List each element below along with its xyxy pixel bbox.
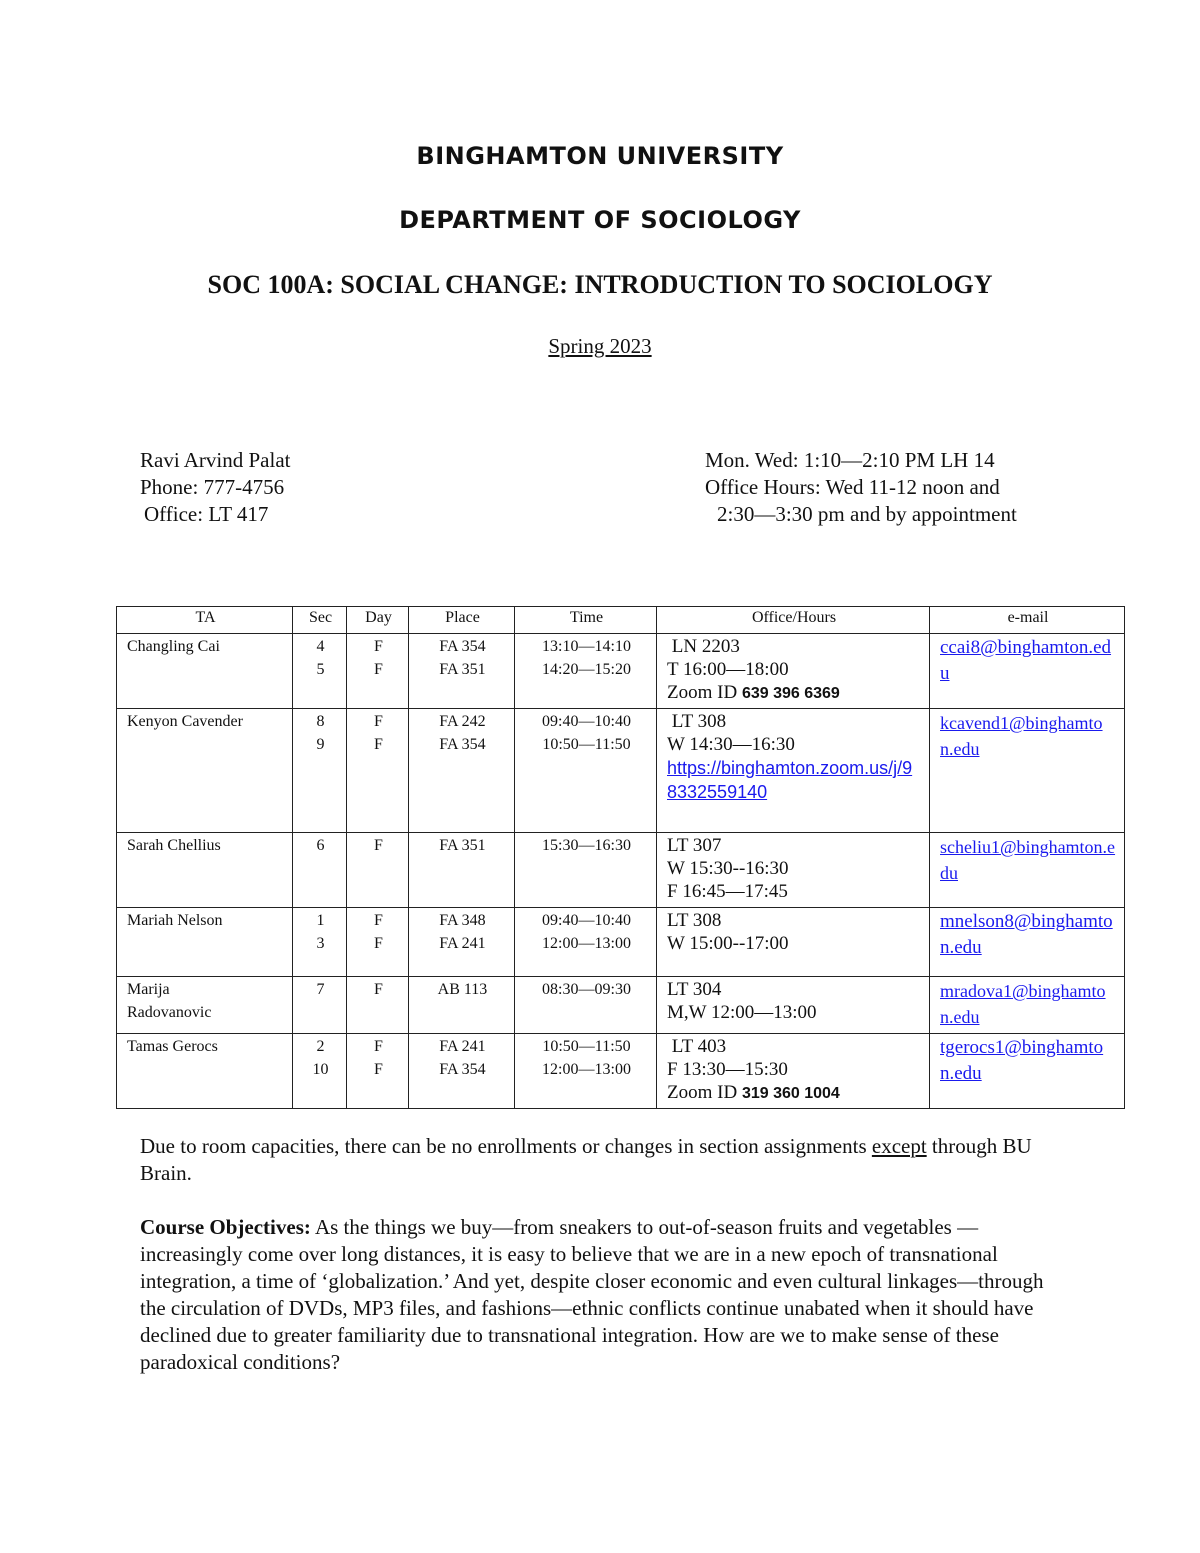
place-cell — [409, 1034, 515, 1109]
section-cell — [293, 977, 347, 1034]
time-cell — [515, 908, 657, 977]
day-value: F — [374, 1038, 383, 1055]
section-value: 10 — [312, 1061, 329, 1078]
section-value: 6 — [316, 837, 325, 854]
place-value: FA 351 — [439, 661, 486, 678]
place-value: FA 351 — [439, 837, 486, 854]
time-cell — [515, 709, 657, 833]
enrollment-note-emphasis: except — [871, 1134, 927, 1158]
day-cell — [347, 1034, 409, 1109]
place-cell — [409, 977, 515, 1034]
office-hours-cell — [657, 1034, 930, 1109]
office-hours: W 15:00--17:00 — [667, 933, 789, 954]
instructor-phone: Phone: 777-4756 — [140, 475, 285, 499]
university-title: BINGHAMTON UNIVERSITY — [416, 142, 784, 170]
schedule-info — [705, 447, 1017, 528]
enrollment-note-text: Due to room capacities, there can be no enrollments or changes in section assignments — [140, 1134, 872, 1158]
day-cell — [347, 634, 409, 709]
section-value: 9 — [316, 736, 325, 753]
email-cell — [930, 908, 1125, 977]
email-link[interactable]: ccai8@binghamton.edu — [940, 637, 1112, 684]
office-location: LT 403 — [667, 1036, 727, 1057]
place-value: AB 113 — [437, 981, 488, 998]
office-hours: T 16:00—18:00 — [667, 659, 789, 680]
email-cell — [930, 833, 1125, 908]
table-row — [117, 908, 1125, 977]
time-value: 10:50—11:50 — [542, 736, 631, 753]
office-hours: M,W 12:00—13:00 — [667, 1002, 817, 1023]
section-cell — [293, 908, 347, 977]
day-value: F — [374, 661, 383, 678]
office-hours-line-2: 2:30—3:30 pm and by appointment — [717, 502, 1017, 526]
ta-name: Marija Radovanovic — [117, 977, 293, 1034]
time-cell — [515, 1034, 657, 1109]
ta-name: Tamas Gerocs — [117, 1034, 293, 1109]
place-value: FA 348 — [439, 912, 486, 929]
table-row — [117, 709, 1125, 833]
office-hours: W 14:30—16:30 — [667, 734, 795, 755]
office-hours: F 13:30—15:30 — [667, 1059, 788, 1080]
time-value: 13:10—14:10 — [542, 638, 631, 655]
table-row — [117, 833, 1125, 908]
email-cell — [930, 977, 1125, 1034]
time-value: 09:40—10:40 — [542, 912, 631, 929]
class-time: Mon. Wed: 1:10—2:10 PM LH 14 — [705, 448, 995, 472]
office-hours-cell — [657, 709, 930, 833]
day-cell — [347, 977, 409, 1034]
enrollment-note — [140, 1133, 1060, 1187]
office-hours-cell — [657, 634, 930, 709]
office-location: LT 308 — [667, 711, 727, 732]
office-location: LT 304 — [667, 979, 722, 1000]
enrollment-note-text-end: through BU Brain. — [140, 1134, 1032, 1185]
email-cell — [930, 709, 1125, 833]
place-value: FA 354 — [439, 736, 486, 753]
ta-name: Changling Cai — [117, 634, 293, 709]
header-day: Day — [347, 607, 409, 634]
place-value: FA 354 — [439, 1061, 486, 1078]
office-location: LT 308 — [667, 910, 722, 931]
header-ta: TA — [117, 607, 293, 634]
office-hours-cell — [657, 908, 930, 977]
time-value: 15:30—16:30 — [542, 837, 631, 854]
instructor-info — [140, 447, 291, 528]
email-link[interactable]: scheliu1@binghamton.edu — [940, 837, 1116, 883]
place-value: FA 242 — [439, 713, 486, 730]
day-value: F — [374, 638, 383, 655]
office-location: LT 307 — [667, 835, 722, 856]
time-value: 08:30—09:30 — [542, 981, 631, 998]
time-value: 10:50—11:50 — [542, 1038, 631, 1055]
day-cell — [347, 833, 409, 908]
time-value: 14:20—15:20 — [542, 661, 631, 678]
day-value: F — [374, 935, 383, 952]
term-label: Spring 2023 — [548, 334, 652, 358]
day-cell — [347, 709, 409, 833]
section-cell — [293, 1034, 347, 1109]
time-value: 12:00—13:00 — [542, 1061, 631, 1078]
course-objectives-label: Course Objectives: — [140, 1215, 311, 1239]
section-value: 7 — [316, 981, 325, 998]
ta-name: Kenyon Cavender — [117, 709, 293, 833]
place-cell — [409, 833, 515, 908]
office-hours-line-1: Office Hours: Wed 11-12 noon and — [705, 475, 1000, 499]
header-sec: Sec — [293, 607, 347, 634]
section-cell — [293, 709, 347, 833]
email-cell — [930, 1034, 1125, 1109]
section-value: 3 — [316, 935, 325, 952]
office-hours-cell — [657, 833, 930, 908]
day-value: F — [374, 1061, 383, 1078]
place-value: FA 241 — [439, 1038, 486, 1055]
place-cell — [409, 908, 515, 977]
time-value: 09:40—10:40 — [542, 713, 631, 730]
zoom-id: 639 396 6369 — [741, 685, 840, 702]
email-link[interactable]: tgerocs1@binghamton.edu — [940, 1037, 1104, 1084]
place-cell — [409, 709, 515, 833]
department-title: DEPARTMENT OF SOCIOLOGY — [399, 206, 801, 234]
section-cell — [293, 833, 347, 908]
time-cell — [515, 977, 657, 1034]
day-value: F — [374, 912, 383, 929]
course-title: SOC 100A: SOCIAL CHANGE: INTRODUCTION TO SOCIOLOGY — [207, 270, 993, 299]
day-value: F — [374, 837, 383, 854]
section-value: 2 — [316, 1038, 325, 1055]
section-value: 8 — [316, 713, 325, 730]
header-time: Time — [515, 607, 657, 634]
place-value: FA 354 — [439, 638, 486, 655]
day-value: F — [374, 981, 383, 998]
header-email: e-mail — [930, 607, 1125, 634]
zoom-id: 319 360 1004 — [741, 1085, 840, 1102]
instructor-office: Office: LT 417 — [144, 502, 269, 526]
header-office-hours: Office/Hours — [657, 607, 930, 634]
place-cell — [409, 634, 515, 709]
table-row — [117, 977, 1125, 1034]
email-link[interactable]: kcavend1@binghamton.edu — [940, 713, 1103, 759]
course-objectives-text: As the things we buy—from sneakers to out-of-season fruits and vegetables —increasingly come over long distances, it is easy to believe that we are in a new epoch of transnational integration, a time of ‘globalization.’ And yet, despite closer economic and even cultural linkages—through the circulation of DVDs, MP3 files, and fashions—ethnic conflicts continue unabated when it should have declined due to greater familiarity due to transnational integration. How are we to make sense of these paradoxical conditions? — [140, 1215, 1044, 1374]
header-place: Place — [409, 607, 515, 634]
office-hours-cell — [657, 977, 930, 1034]
email-link[interactable]: mradova1@binghamton.edu — [940, 981, 1106, 1027]
office-hours: W 15:30--16:30 — [667, 858, 789, 879]
ta-name: Sarah Chellius — [117, 833, 293, 908]
day-value: F — [374, 736, 383, 753]
office-location: LN 2203 — [667, 636, 740, 657]
day-value: F — [374, 713, 383, 730]
table-row — [117, 634, 1125, 709]
section-value: 4 — [316, 638, 325, 655]
section-value: 1 — [316, 912, 325, 929]
place-value: FA 241 — [439, 935, 486, 952]
section-value: 5 — [316, 661, 325, 678]
instructor-name: Ravi Arvind Palat — [140, 448, 291, 472]
email-link[interactable]: mnelson8@binghamton.edu — [940, 911, 1113, 958]
section-cell — [293, 634, 347, 709]
ta-name: Mariah Nelson — [117, 908, 293, 977]
day-cell — [347, 908, 409, 977]
zoom-prefix: Zoom ID — [667, 1082, 742, 1103]
table-row — [117, 1034, 1125, 1109]
zoom-link[interactable]: https://binghamton.zoom.us/j/98332559140 — [667, 758, 913, 802]
time-cell — [515, 833, 657, 908]
course-objectives — [140, 1214, 1055, 1376]
zoom-prefix: Zoom ID — [667, 682, 742, 703]
email-cell — [930, 634, 1125, 709]
zoom-line — [667, 1081, 921, 1105]
time-value: 12:00—13:00 — [542, 935, 631, 952]
ta-table-header — [117, 607, 1125, 634]
ta-table — [116, 606, 1125, 1109]
time-cell — [515, 634, 657, 709]
office-hours-2: F 16:45—17:45 — [667, 881, 788, 902]
zoom-line — [667, 681, 921, 705]
